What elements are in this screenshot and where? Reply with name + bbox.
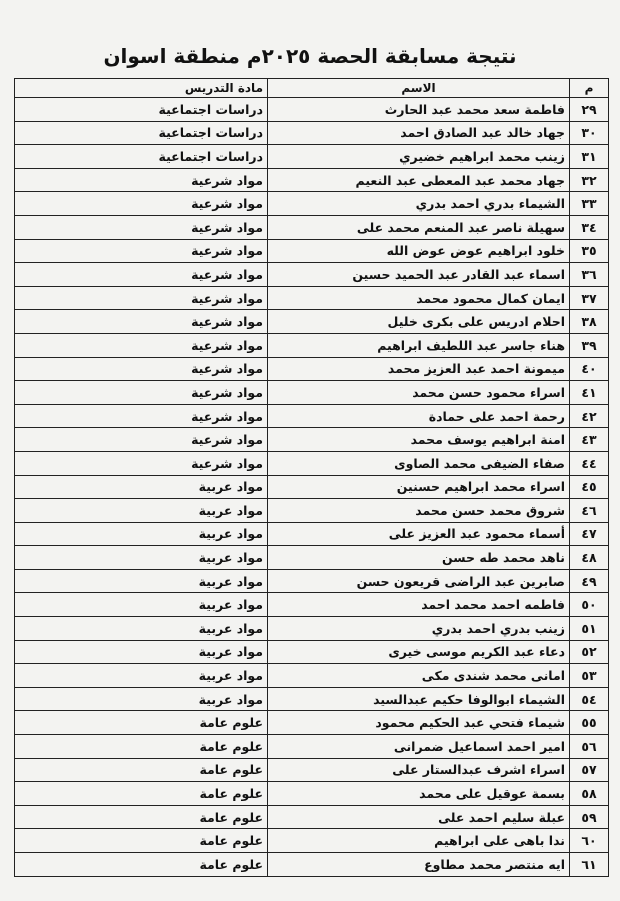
results-table <box>14 78 609 877</box>
table-row <box>15 522 609 546</box>
row-name: أسماء محمود عبد العزيز على <box>268 522 570 546</box>
row-name: زينب محمد ابراهيم خضيري <box>268 145 570 169</box>
row-subject: مواد عربية <box>15 546 268 570</box>
row-subject: مواد عربية <box>15 593 268 617</box>
row-name: الشيماء ابوالوفا حكيم عبدالسيد <box>268 687 570 711</box>
row-subject: مواد عربية <box>15 664 268 688</box>
row-name: سهيلة ناصر عبد المنعم محمد على <box>268 215 570 239</box>
page-title: نتيجة مسابقة الحصة ٢٠٢٥م منطقة اسوان <box>103 44 517 68</box>
table-row <box>15 428 609 452</box>
row-number: ٤١ <box>570 381 609 405</box>
table-row <box>15 121 609 145</box>
table-row <box>15 687 609 711</box>
row-name: شيماء فتحي عبد الحكيم محمود <box>268 711 570 735</box>
row-number: ٥٠ <box>570 593 609 617</box>
row-name: اسراء اشرف عبدالستار على <box>268 758 570 782</box>
row-subject: علوم عامة <box>15 758 268 782</box>
row-name: زينب بدري احمد بدري <box>268 617 570 641</box>
row-number: ٥٨ <box>570 782 609 806</box>
row-number: ٣٦ <box>570 263 609 287</box>
row-subject: مواد عربية <box>15 687 268 711</box>
row-number: ٦١ <box>570 853 609 877</box>
row-number: ٤٩ <box>570 569 609 593</box>
header-subject: مادة التدريس <box>15 79 268 98</box>
table-row <box>15 381 609 405</box>
row-subject: علوم عامة <box>15 711 268 735</box>
row-subject: مواد شرعية <box>15 192 268 216</box>
table-row <box>15 475 609 499</box>
row-subject: علوم عامة <box>15 805 268 829</box>
table-row <box>15 829 609 853</box>
row-name: جهاد خالد عبد الصادق احمد <box>268 121 570 145</box>
row-number: ٥٥ <box>570 711 609 735</box>
row-name: رحمة احمد على حمادة <box>268 404 570 428</box>
row-subject: مواد شرعية <box>15 428 268 452</box>
row-name: صابرين عبد الراضى قريعون حسن <box>268 569 570 593</box>
row-subject: دراسات اجتماعية <box>15 121 268 145</box>
row-name: بسمة عوقيل على محمد <box>268 782 570 806</box>
row-number: ٥٢ <box>570 640 609 664</box>
row-subject: دراسات اجتماعية <box>15 145 268 169</box>
row-number: ٤٥ <box>570 475 609 499</box>
table-row <box>15 333 609 357</box>
table-row <box>15 451 609 475</box>
table-row <box>15 192 609 216</box>
row-name: ميمونة احمد عبد العزيز محمد <box>268 357 570 381</box>
row-name: الشيماء بدري احمد بدري <box>268 192 570 216</box>
row-subject: مواد شرعية <box>15 286 268 310</box>
row-subject: مواد شرعية <box>15 357 268 381</box>
row-name: جهاد محمد عبد المعطى عبد النعيم <box>268 168 570 192</box>
table-row <box>15 853 609 877</box>
row-subject: مواد شرعية <box>15 451 268 475</box>
row-name: احلام ادريس على بكرى خليل <box>268 310 570 334</box>
row-name: امانى محمد شندى مكى <box>268 664 570 688</box>
table-row <box>15 569 609 593</box>
row-subject: علوم عامة <box>15 735 268 759</box>
row-number: ٥٩ <box>570 805 609 829</box>
row-name: ندا باهى على ابراهيم <box>268 829 570 853</box>
table-row <box>15 664 609 688</box>
table-row <box>15 593 609 617</box>
row-name: اسماء عبد القادر عبد الحميد حسين <box>268 263 570 287</box>
row-subject: علوم عامة <box>15 829 268 853</box>
table-row <box>15 617 609 641</box>
row-number: ٣٧ <box>570 286 609 310</box>
row-name: امير احمد اسماعيل ضمرانى <box>268 735 570 759</box>
row-subject: دراسات اجتماعية <box>15 98 268 122</box>
table-row <box>15 805 609 829</box>
row-number: ٤٠ <box>570 357 609 381</box>
table-row <box>15 168 609 192</box>
row-subject: مواد شرعية <box>15 263 268 287</box>
row-number: ٥٣ <box>570 664 609 688</box>
row-subject: مواد شرعية <box>15 333 268 357</box>
row-name: ايمان كمال محمود محمد <box>268 286 570 310</box>
row-name: دعاء عبد الكريم موسى خيرى <box>268 640 570 664</box>
row-subject: مواد عربية <box>15 569 268 593</box>
row-number: ٥٧ <box>570 758 609 782</box>
row-subject: مواد شرعية <box>15 310 268 334</box>
row-name: اسراء محمد ابراهيم حسنين <box>268 475 570 499</box>
table-row <box>15 546 609 570</box>
row-subject: مواد عربية <box>15 617 268 641</box>
row-subject: علوم عامة <box>15 853 268 877</box>
table-row <box>15 98 609 122</box>
table-row <box>15 758 609 782</box>
row-subject: مواد عربية <box>15 522 268 546</box>
row-number: ٣١ <box>570 145 609 169</box>
row-subject: مواد شرعية <box>15 215 268 239</box>
row-name: فاطمة سعد محمد عبد الحارث <box>268 98 570 122</box>
row-name: فاطمه احمد محمد احمد <box>268 593 570 617</box>
row-number: ٣٢ <box>570 168 609 192</box>
table-header-row <box>15 79 609 98</box>
row-number: ٤٤ <box>570 451 609 475</box>
row-name: عبلة سليم احمد على <box>268 805 570 829</box>
table-row <box>15 499 609 523</box>
row-subject: مواد شرعية <box>15 381 268 405</box>
table-row <box>15 711 609 735</box>
row-number: ٥١ <box>570 617 609 641</box>
row-subject: علوم عامة <box>15 782 268 806</box>
row-number: ٣٠ <box>570 121 609 145</box>
row-name: ناهد محمد طه حسن <box>268 546 570 570</box>
row-number: ٤٢ <box>570 404 609 428</box>
row-subject: مواد عربية <box>15 475 268 499</box>
table-row <box>15 286 609 310</box>
table-row <box>15 215 609 239</box>
row-number: ٣٣ <box>570 192 609 216</box>
row-name: هناء جاسر عبد اللطيف ابراهيم <box>268 333 570 357</box>
row-name: اسراء محمود حسن محمد <box>268 381 570 405</box>
row-number: ٥٦ <box>570 735 609 759</box>
row-number: ٤٦ <box>570 499 609 523</box>
row-number: ٣٩ <box>570 333 609 357</box>
row-number: ٦٠ <box>570 829 609 853</box>
row-number: ٥٤ <box>570 687 609 711</box>
table-row <box>15 263 609 287</box>
row-subject: مواد عربية <box>15 499 268 523</box>
row-subject: مواد شرعية <box>15 239 268 263</box>
table-row <box>15 735 609 759</box>
row-number: ٣٥ <box>570 239 609 263</box>
table-body <box>15 98 609 877</box>
row-name: صفاء الضيفى محمد الصاوى <box>268 451 570 475</box>
row-name: امنة ابراهيم يوسف محمد <box>268 428 570 452</box>
row-subject: مواد شرعية <box>15 168 268 192</box>
row-number: ٤٨ <box>570 546 609 570</box>
row-number: ٣٨ <box>570 310 609 334</box>
row-name: شروق محمد حسن محمد <box>268 499 570 523</box>
table-row <box>15 310 609 334</box>
row-number: ٤٣ <box>570 428 609 452</box>
row-name: خلود ابراهيم عوض عوض الله <box>268 239 570 263</box>
table-row <box>15 239 609 263</box>
row-name: ايه منتصر محمد مطاوع <box>268 853 570 877</box>
table-row <box>15 357 609 381</box>
table-row <box>15 145 609 169</box>
row-subject: مواد شرعية <box>15 404 268 428</box>
row-number: ٢٩ <box>570 98 609 122</box>
header-name: الاسم <box>268 79 570 98</box>
table-row <box>15 404 609 428</box>
row-number: ٤٧ <box>570 522 609 546</box>
table-row <box>15 640 609 664</box>
header-number: م <box>570 79 609 98</box>
table-row <box>15 782 609 806</box>
row-number: ٣٤ <box>570 215 609 239</box>
row-subject: مواد عربية <box>15 640 268 664</box>
